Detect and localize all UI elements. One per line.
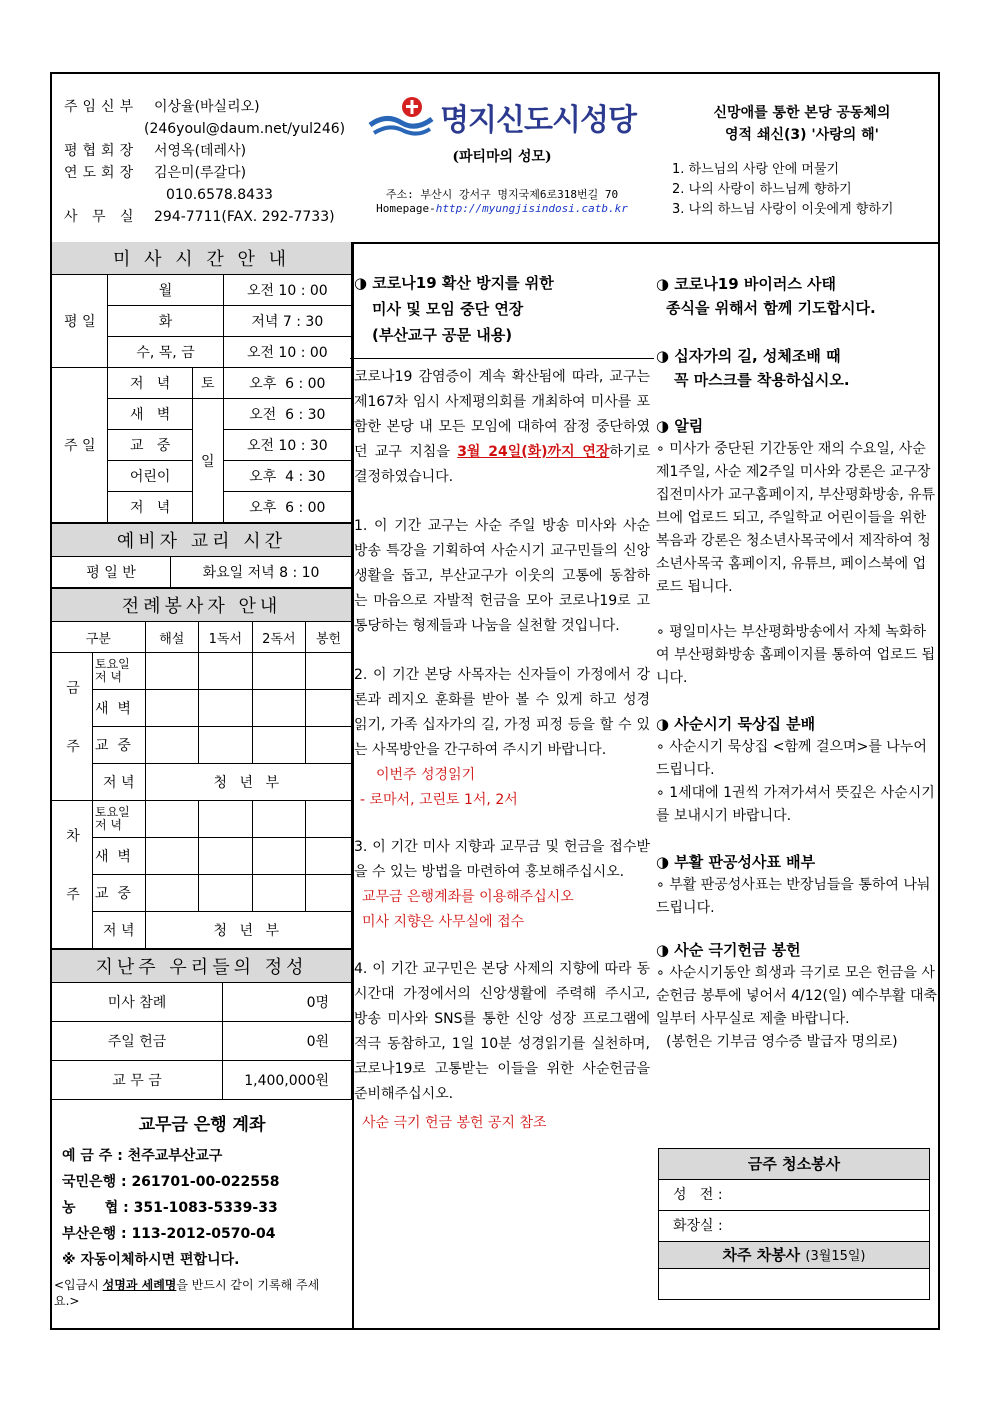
bank-line: 농 협 : 351-1083-5339-33 xyxy=(62,1200,278,1216)
sunday-mass-name: 저 녁 xyxy=(108,368,192,399)
offering-value: 1,400,000원 xyxy=(223,1061,352,1100)
liturgy-col-header: 1독서 xyxy=(199,622,253,653)
bible-reading-label: 이번주 성경읽기 xyxy=(376,767,476,783)
liturgy-table xyxy=(52,588,352,949)
cleaning-sanctuary: 성 전 : xyxy=(659,1180,929,1211)
prayer-headline: 종식을 위해서 함께 기도합시다. xyxy=(666,299,876,317)
staff-list xyxy=(64,96,345,228)
next-week-duty-cell xyxy=(659,1269,929,1299)
staff-row: 010.6578.8433 xyxy=(166,187,273,203)
sunday-mass-name: 어린이 xyxy=(108,461,192,492)
theme-line: 신망애를 통한 본당 공동체의 xyxy=(713,105,891,121)
notice-headline: 미사 및 모임 중단 연장 xyxy=(372,300,524,318)
sunday-mass-time: 오전 10 : 30 xyxy=(223,430,351,461)
sunday-label: 주 일 xyxy=(52,368,108,523)
liturgy-cell xyxy=(252,653,306,690)
theme-item: 2. 나의 사랑이 하느님께 향하기 xyxy=(672,182,852,197)
liturgy-row-label: 교 중 xyxy=(93,875,146,912)
sunday-mass-time: 오후 6 : 00 xyxy=(223,492,351,523)
liturgy-row-label: 토요일 저 녁 xyxy=(93,653,146,690)
theme-line: 영적 쇄신(3) '사랑의 해' xyxy=(725,127,879,143)
weekday-day: 화 xyxy=(108,306,223,337)
liturgy-col-header: 2독서 xyxy=(252,622,306,653)
bank-line: 예 금 주 : 천주교부산교구 xyxy=(62,1148,223,1164)
liturgy-cell xyxy=(306,875,352,912)
cleaning-duty-box xyxy=(658,1148,930,1300)
bank-line: 국민은행 : 261701-00-022558 xyxy=(62,1174,280,1190)
catechumen-label: 평 일 반 xyxy=(52,557,171,588)
sunday-mass-name: 교 중 xyxy=(108,430,192,461)
left-column xyxy=(52,242,354,1328)
notice-paragraph: 4. 이 기간 교구민은 본당 사제의 지향에 따라 동시간대 가정에서의 신앙생활에 주력해 주시고, 방송 미사와 SNS를 통한 신앙 성장 프로그램에 적극 동참하고, 1일 10분 성경읽기를 실천하며, 코로나19로 고통받는 이들을 위한 사순헌금을 준비해주십시오. xyxy=(354,961,650,1102)
theme-list xyxy=(672,160,932,220)
notice-paragraph: 3. 이 기간 미사 지향과 교무금 및 헌금을 접수받을 수 있는 방법을 마련하여 홍보해주십시오. xyxy=(354,839,650,880)
divider xyxy=(350,358,654,359)
confession-card-headline: ◑ 부활 판공성사표 배부 xyxy=(656,853,816,871)
liturgy-cell xyxy=(199,838,253,875)
bulletin-frame xyxy=(50,72,940,1330)
this-week-label: 금 주 xyxy=(52,653,93,801)
offering-table xyxy=(52,949,352,1100)
announcement-text: ∘ 미사가 중단된 기간동안 재의 수요일, 사순 제1주일, 사순 제2주일 미사와 강론은 교구장 집전미사가 교구홈페이지, 부산평화방송, 유튜브에 업로드 되고, 주일학교 어린이들을 위한 복음과 강론은 청소년사목국에서 제작하여 청소년사목국 홈페이지, 유튜브, 페이스북에 업로드 됩니다. xyxy=(656,441,936,595)
header xyxy=(52,74,938,244)
offering-value: 0원 xyxy=(223,1022,352,1061)
notice-headline: ◑ 코로나19 확산 방지를 위한 xyxy=(354,274,554,292)
staff-row: 주임신부 이상율(바실리오) xyxy=(64,99,260,115)
liturgy-cell xyxy=(145,801,199,838)
youth-label: 청 년 부 xyxy=(145,764,352,801)
address: 주소: 부산시 강서구 명지국제6로318번길 70 xyxy=(385,188,619,201)
parish-title-block xyxy=(352,94,652,215)
offering-value: 0명 xyxy=(223,983,352,1022)
liturgy-col-header: 구분 xyxy=(52,622,145,653)
notice-intro: 코로나19 감염증이 계속 확산됨에 따라, 교구는 제167차 임시 사제평의회를 개최하여 미사를 포함한 본당 내 모든 모임에 대하여 잠정 중단하였던 교구 지침을 3월 24일(화)까지 연장하기로 결정하였습니다. xyxy=(354,369,650,485)
bank-line: 부산은행 : 113-2012-0570-04 xyxy=(62,1226,276,1242)
liturgy-col-header: 해설 xyxy=(145,622,199,653)
lenten-offering-note: (봉헌은 기부금 영수증 발급자 명의로) xyxy=(666,1034,898,1050)
catechumen-table xyxy=(52,523,352,588)
liturgy-cell xyxy=(199,690,253,727)
notice-paragraph: 2. 이 기간 본당 사목자는 신자들이 가정에서 강론과 레지오 훈화를 받아 볼 수 있게 하고 성경 읽기, 가족 십자가의 길, 가정 피정 등을 할 수 있는 사목방안을 간구하여 주시기 바랍니다. xyxy=(354,667,650,758)
liturgy-cell xyxy=(252,727,306,764)
offering-label: 교 무 금 xyxy=(52,1061,223,1100)
confession-card-text: ∘ 부활 판공성사표는 반장님들을 통하여 나눠드립니다. xyxy=(656,877,931,916)
liturgy-row-label: 새 벽 xyxy=(93,838,146,875)
sunday-mass-name: 저 녁 xyxy=(108,492,192,523)
deposit-note: <입금시 성명과 세례명을 반드시 같이 기록해 주세요.> xyxy=(54,1278,320,1308)
liturgy-cell xyxy=(145,653,199,690)
liturgy-cell xyxy=(145,875,199,912)
liturgy-cell xyxy=(145,690,199,727)
notice-headline: (부산교구 공문 내용) xyxy=(372,326,513,344)
bank-notice: 교무금 은행계좌를 이용해주십시오 xyxy=(362,889,574,905)
theme-block xyxy=(672,102,932,220)
staff-row: 연도회장 김은미(루갈다) xyxy=(64,165,247,181)
liturgy-cell xyxy=(252,838,306,875)
liturgy-cell xyxy=(199,727,253,764)
patron: (파티마의 성모) xyxy=(452,149,552,165)
staff-row: 사 무 실 294-7711(FAX. 292-7733) xyxy=(64,209,335,225)
liturgy-row-label: 저 녁 xyxy=(93,764,146,801)
parish-emblem-icon xyxy=(368,95,434,139)
liturgy-cell xyxy=(145,727,199,764)
liturgy-cell xyxy=(252,875,306,912)
weekday-time: 오전 10 : 00 xyxy=(223,275,351,306)
sunday-mass-time: 오전 6 : 30 xyxy=(223,399,351,430)
offering-label: 주일 헌금 xyxy=(52,1022,223,1061)
next-week-label: 차 주 xyxy=(52,801,93,949)
offering-title: 지난주 우리들의 정성 xyxy=(52,950,352,983)
parish-name: 명지신도시성당 xyxy=(440,104,636,137)
right-column xyxy=(656,272,938,1054)
bible-reading-books: - 로마서, 고린토 1서, 2서 xyxy=(360,792,518,808)
liturgy-cell xyxy=(199,801,253,838)
youth-label: 청 년 부 xyxy=(145,912,352,949)
meditation-book-text: ∘ 사순시기 묵상집 <함께 걸으며>를 나누어 드립니다. xyxy=(656,739,927,778)
weekday-day: 수, 목, 금 xyxy=(108,337,223,368)
liturgy-cell xyxy=(252,690,306,727)
liturgy-cell xyxy=(252,801,306,838)
announcement-headline: ◑ 알림 xyxy=(656,417,704,435)
homepage: Homepage-http://myungjisindosi.catb.kr xyxy=(376,202,628,215)
staff-row: 평협회장 서영옥(데레사) xyxy=(64,143,247,159)
liturgy-row-label: 토요일 저 녁 xyxy=(93,801,146,838)
liturgy-row-label: 교 중 xyxy=(93,727,146,764)
sunday-mass-name: 새 벽 xyxy=(108,399,192,430)
saturday-marker: 토 xyxy=(192,368,223,399)
next-week-duty-title: 차주 차봉사 (3월15일) xyxy=(659,1242,929,1269)
weekday-time: 오전 10 : 00 xyxy=(223,337,351,368)
mass-schedule-table xyxy=(52,242,352,523)
weekday-day: 월 xyxy=(108,275,223,306)
liturgy-row-label: 새 벽 xyxy=(93,690,146,727)
liturgy-cell xyxy=(306,801,352,838)
staff-row: (246youl@daum.net/yul246) xyxy=(144,121,346,137)
bank-account-block xyxy=(52,1100,352,1309)
lenten-offering-headline: ◑ 사순 극기헌금 봉헌 xyxy=(656,941,801,959)
weekday-time: 저녁 7 : 30 xyxy=(223,306,351,337)
notice-paragraph: 1. 이 기간 교구는 사순 주일 방송 미사와 사순 방송 특강을 기획하여 사순시기 교구민들의 신앙 생활을 돕고, 부산교구가 이웃의 고통에 동참하는 마음으로 자발적 헌금을 모아 코로나19로 고통당하는 형제들과 나눔을 실천할 것입니다. xyxy=(354,518,650,634)
liturgy-cell xyxy=(306,690,352,727)
liturgy-title: 전례봉사자 안내 xyxy=(52,589,352,622)
theme-item: 1. 하느님의 사랑 안에 머물기 xyxy=(672,162,840,177)
cleaning-duty-title: 금주 청소봉사 xyxy=(659,1149,929,1180)
mask-headline: 꼭 마스크를 착용하십시오. xyxy=(674,371,850,389)
meditation-book-text: ∘ 1세대에 1권씩 가져가셔서 뜻깊은 사순시기를 보내시기 바랍니다. xyxy=(656,785,935,824)
announcement-text: ∘ 평일미사는 부산평화방송에서 자체 녹화하여 부산평화방송 홈페이지를 통하여 업로드 됩니다. xyxy=(656,624,936,686)
parish-logo xyxy=(352,94,652,140)
liturgy-col-header: 봉헌 xyxy=(306,622,352,653)
theme-item: 3. 나의 하느님 사랑이 이웃에게 향하기 xyxy=(672,202,894,217)
sunday-mass-time: 오후 6 : 00 xyxy=(223,368,351,399)
mask-headline: ◑ 십자가의 길, 성체조배 때 xyxy=(656,347,841,365)
liturgy-cell xyxy=(199,875,253,912)
mass-intention-notice: 미사 지향은 사무실에 접수 xyxy=(362,914,525,930)
bank-line: ※ 자동이체하시면 편합니다. xyxy=(62,1252,240,1268)
liturgy-cell xyxy=(306,653,352,690)
homepage-link[interactable]: http://myungjisindosi.catb.kr xyxy=(435,202,628,215)
mass-schedule-title: 미 사 시 간 안 내 xyxy=(52,242,352,275)
lenten-offering-reference: 사순 극기 헌금 봉헌 공지 참조 xyxy=(362,1115,547,1131)
meditation-book-headline: ◑ 사순시기 묵상집 분배 xyxy=(656,715,816,733)
weekday-label: 평 일 xyxy=(52,275,108,368)
liturgy-cell xyxy=(199,653,253,690)
liturgy-row-label: 저 녁 xyxy=(93,912,146,949)
middle-column xyxy=(354,270,650,1136)
lenten-offering-text: ∘ 사순시기동안 희생과 극기로 모은 헌금을 사순헌금 봉투에 넣어서 4/12(일) 예수부활 대축일부터 사무실로 제출 바랍니다. xyxy=(656,965,937,1027)
prayer-headline: ◑ 코로나19 바이러스 사태 xyxy=(656,275,837,293)
offering-label: 미사 참례 xyxy=(52,983,223,1022)
liturgy-cell xyxy=(145,838,199,875)
liturgy-cell xyxy=(306,838,352,875)
catechumen-title: 예비자 교리 시간 xyxy=(52,524,352,557)
catechumen-time: 화요일 저녁 8 : 10 xyxy=(171,557,352,588)
sunday-mass-time: 오후 4 : 30 xyxy=(223,461,351,492)
liturgy-cell xyxy=(306,727,352,764)
sunday-marker: 일 xyxy=(192,399,223,523)
bank-title: 교무금 은행 계좌 xyxy=(138,1115,266,1135)
cleaning-restroom: 화장실 : xyxy=(659,1211,929,1242)
